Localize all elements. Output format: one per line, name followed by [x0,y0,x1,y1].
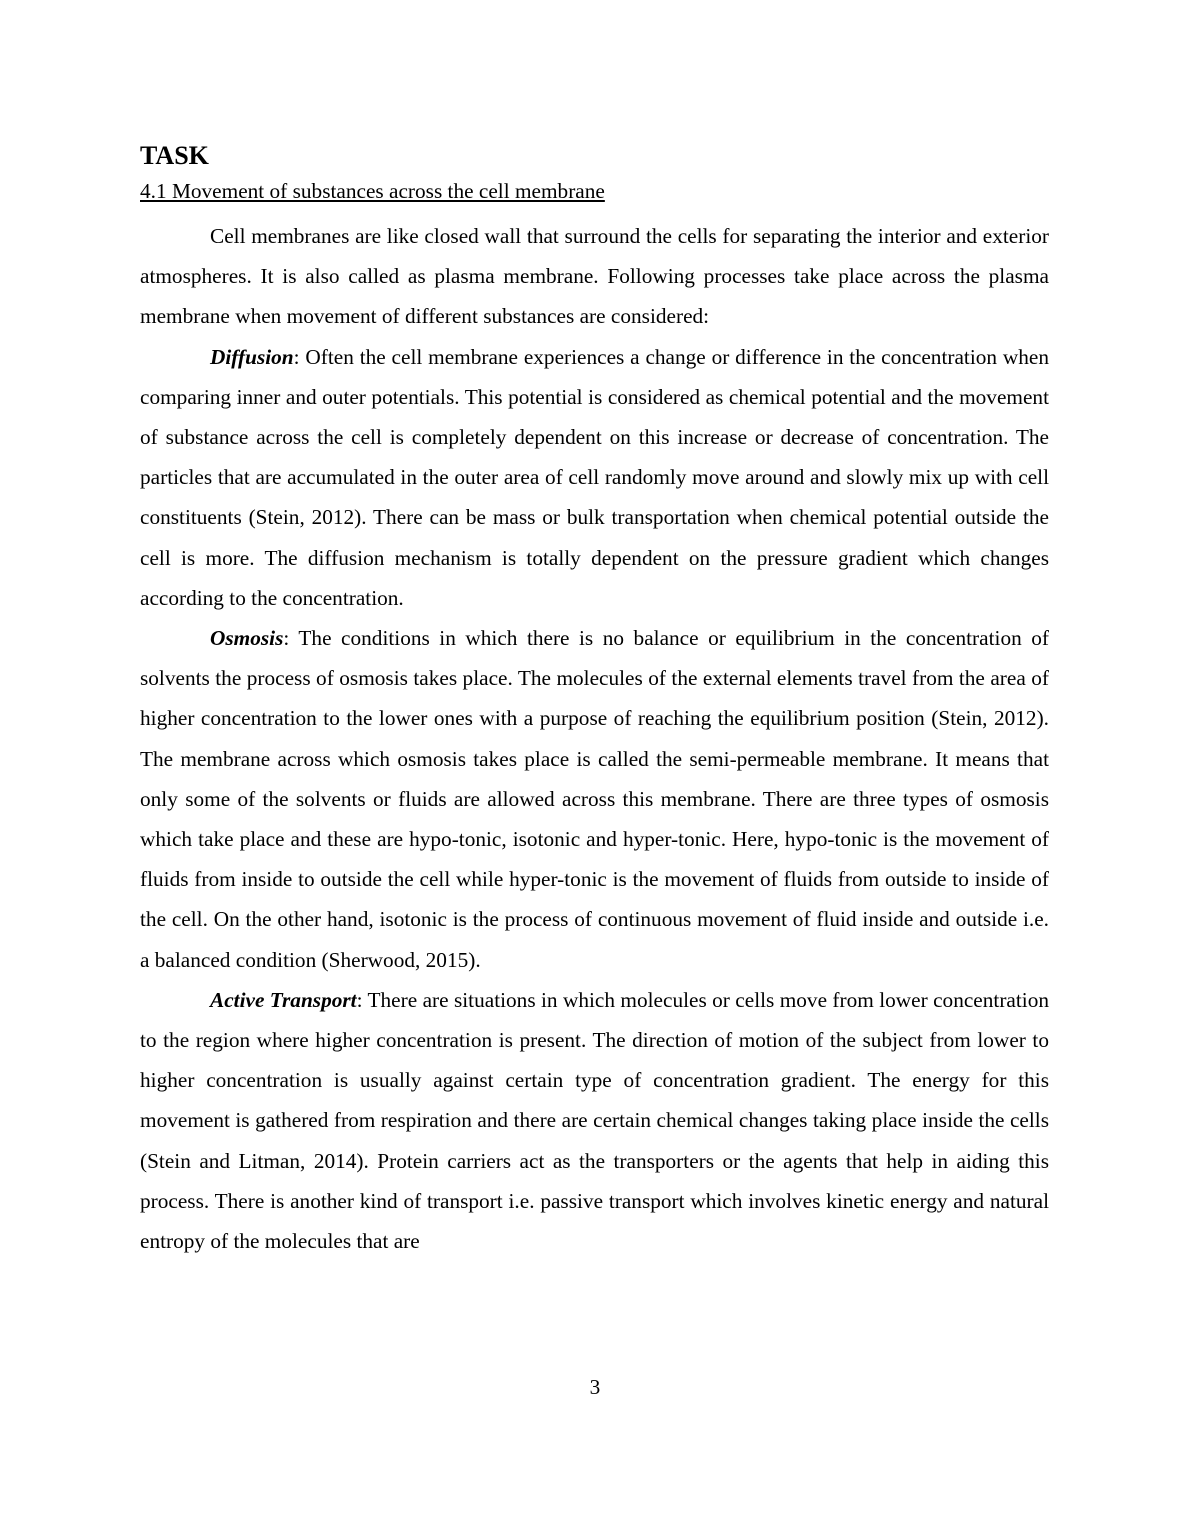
osmosis-paragraph [140,618,1049,980]
active-transport-text: : There are situations in which molecules or cells move from lower concentration to the region where higher concentration is present. The direction of motion of the subject from lower to higher concentration is usually against certain type of concentration gradient. The energy for this movement is gathered from respiration and there are certain chemical changes taking place inside the cells (Stein and Litman, 2014). Protein carriers act as the transporters or the agents that help in aiding this process. There is another kind of transport i.e. passive transport which involves kinetic energy and natural entropy of the molecules that are [140,987,1049,1254]
page-number: 3 [589,1375,601,1399]
active-transport-term: Active Transport [210,987,357,1012]
page-content [140,136,1049,1261]
diffusion-paragraph [140,337,1049,618]
task-heading: TASK [140,141,209,170]
intro-paragraph: Cell membranes are like closed wall that surround the cells for separating the interior and exterior atmospheres. It is also called as plasma membrane. Following processes take place across the plasma membrane when movement of different substances are considered: [140,224,1049,329]
osmosis-text: : The conditions in which there is no balance or equilibrium in the concentration of solvents the process of osmosis takes place. The molecules of the external elements travel from the area of higher concentration to the lower ones with a purpose of reaching the equilibrium position (Stein, 2012). The membrane across which osmosis takes place is called the semi-permeable membrane. It means that only some of the solvents or fluids are allowed across this membrane. There are three types of osmosis which take place and these are hypo-tonic, isotonic and hyper-tonic. Here, hypo-tonic is the movement of fluids from inside to outside the cell while hyper-tonic is the movement of fluids from outside to inside of the cell. On the other hand, isotonic is the process of continuous movement of fluid inside and outside i.e. a balanced condition (Sherwood, 2015). [140,626,1049,972]
section-title: 4.1 Movement of substances across the cell membrane [140,179,605,203]
active-transport-paragraph [140,980,1049,1261]
osmosis-term: Osmosis [210,626,284,651]
diffusion-text: : Often the cell membrane experiences a change or difference in the concentration when comparing inner and outer potentials. This potential is considered as chemical potential and the movement of substance across the cell is completely dependent on this increase or decrease of concentration. The particles that are accumulated in the outer area of cell randomly move around and slowly mix up with cell constituents (Stein, 2012). There can be mass or bulk transportation when chemical potential outside the cell is more. The diffusion mechanism is totally dependent on the pressure gradient which changes according to the concentration. [140,344,1049,610]
diffusion-term: Diffusion [210,344,294,369]
